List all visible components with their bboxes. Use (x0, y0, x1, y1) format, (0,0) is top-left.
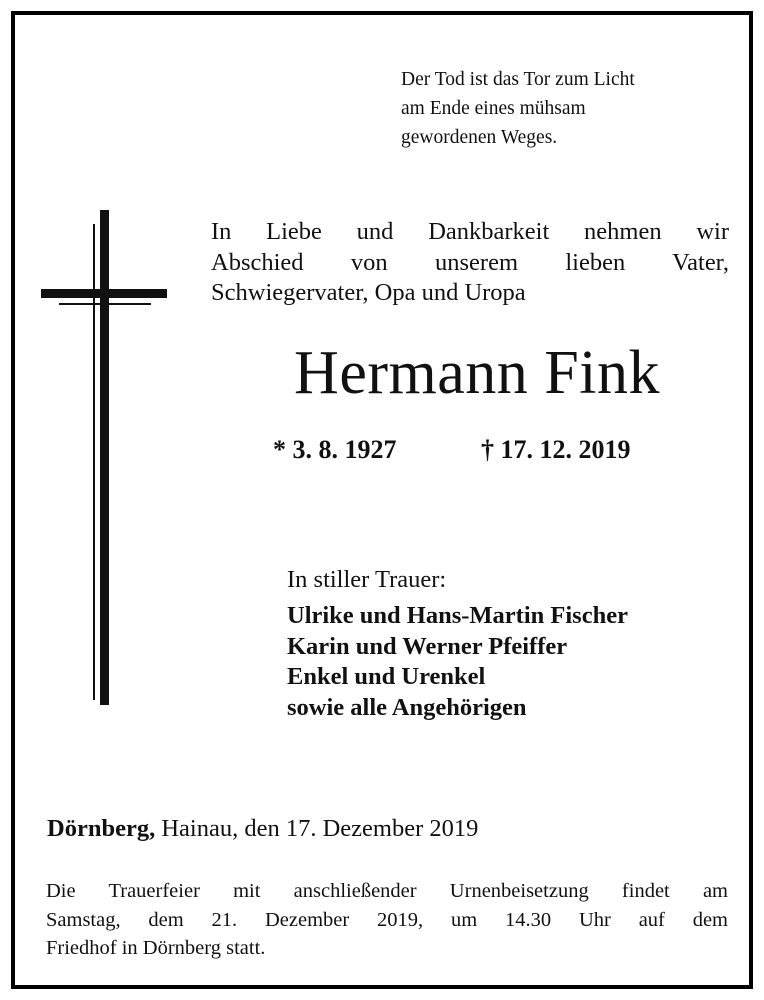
mourners-list (287, 601, 628, 723)
motto-line: Der Tod ist das Tor zum Licht (401, 69, 635, 90)
mourner-line: sowie alle Angehörigen (287, 693, 527, 721)
mourner-line: Enkel und Urenkel (287, 663, 486, 690)
notice-line: Die Trauerfeier mit anschließender Urnenbeisetzung findet am (46, 880, 728, 902)
birth-date: * 3. 8. 1927 (273, 435, 397, 464)
place-date-rest: Hainau, den 17. Dezember 2019 (155, 815, 479, 842)
mourning-label: In stiller Trauer: (287, 566, 447, 593)
funeral-notice (46, 877, 728, 963)
death-date: † 17. 12. 2019 (481, 435, 631, 464)
obituary-notice (11, 11, 753, 989)
place-date (47, 815, 478, 843)
deceased-name: Hermann Fink (294, 339, 660, 407)
cross-icon (41, 210, 171, 705)
motto-line: gewordenen Weges. (401, 127, 558, 148)
intro-line: Schwiegervater, Opa und Uropa (211, 279, 526, 306)
mourner-line: Karin und Werner Pfeiffer (287, 632, 568, 660)
mourner-line: Ulrike und Hans-Martin Fischer (287, 602, 628, 629)
motto-line: am Ende eines mühsam (401, 98, 586, 119)
place-name: Dörnberg, (47, 815, 156, 842)
intro-line: Abschied von unserem lieben Vater, (211, 248, 729, 276)
motto-quote (401, 65, 731, 152)
intro-line: In Liebe und Dankbarkeit nehmen wir (211, 218, 729, 245)
notice-line: Friedhof in Dörnberg statt. (46, 937, 266, 959)
notice-line: Samstag, dem 21. Dezember 2019, um 14.30 Uhr auf dem (46, 908, 728, 931)
intro-text (211, 217, 729, 309)
